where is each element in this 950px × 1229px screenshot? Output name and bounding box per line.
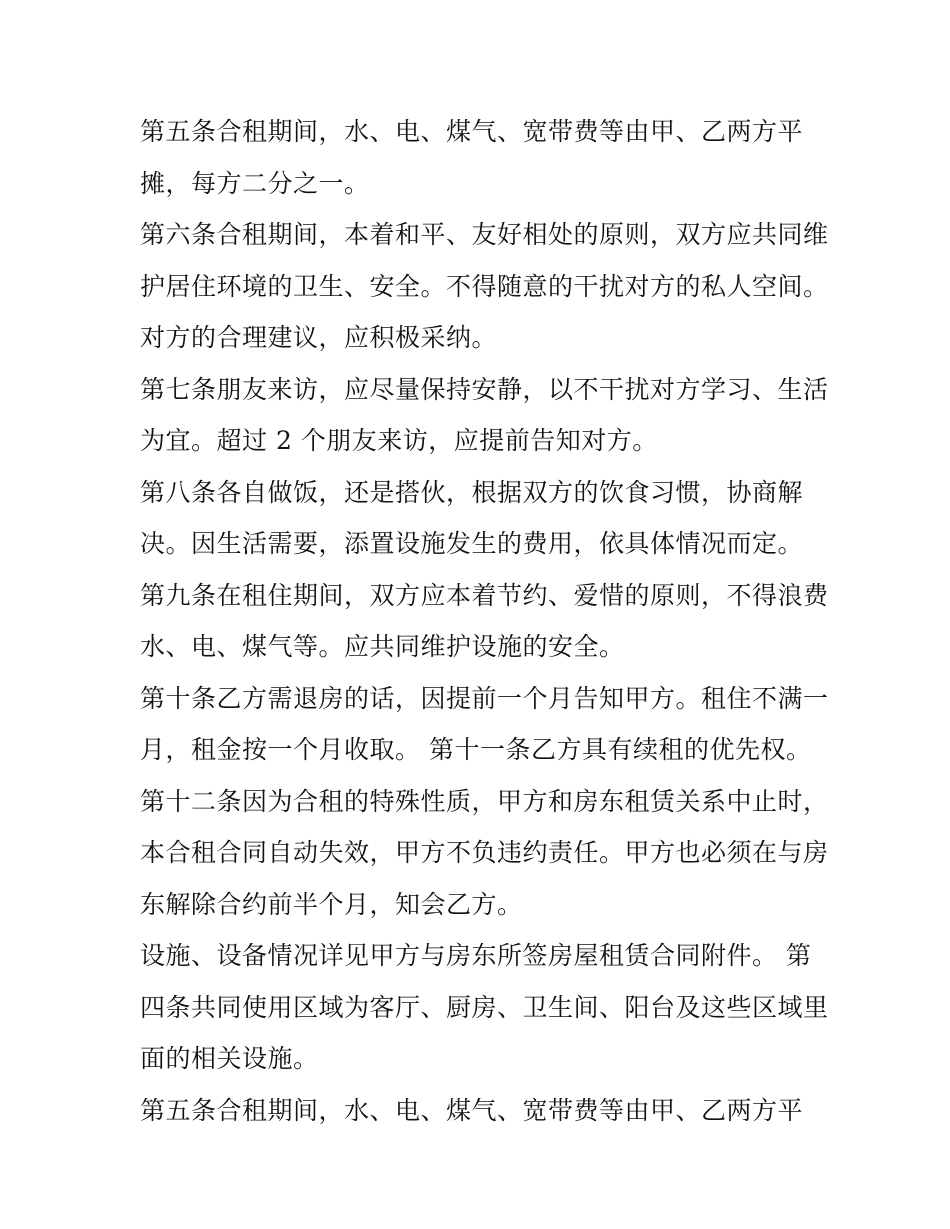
paragraph-article-12: 第十二条因为合租的特殊性质，甲方和房东租赁关系中止时， 本合租合同自动失效，甲方不负违约责任。甲方也必须在与房 东解除合约前半个月，知会乙方。 xyxy=(140,786,829,919)
document-body xyxy=(140,106,830,1136)
paragraph-article-7: 第七条朋友来访，应尽量保持安静，以不干扰对方学习、生活 为宜。超过 2 个朋友来访，应提前告知对方。 xyxy=(140,374,829,455)
paragraph-article-8: 第八条各自做饭，还是搭伙，根据双方的饮食习惯，协商解 决。因生活需要，添置设施发生的费用，依具体情况而定。 xyxy=(140,477,804,558)
paragraph-article-9: 第九条在租住期间，双方应本着节约、爱惜的原则，不得浪费 水、电、煤气等。应共同维护设施的安全。 xyxy=(140,580,829,661)
paragraph-article-5: 第五条合租期间，水、电、煤气、宽带费等由甲、乙两方平 摊，每方二分之一。 xyxy=(140,117,804,198)
paragraph-facilities-article-4: 设施、设备情况详见甲方与房东所签房屋租赁合同附件。 第 四条共同使用区域为客厅、厨房、卫生间、阳台及这些区域里 面的相关设施。 xyxy=(140,941,829,1073)
paragraph-article-6: 第六条合租期间，本着和平、友好相处的原则，双方应共同维 护居住环境的卫生、安全。不得随意的干扰对方的私人空间。 对方的合理建议，应积极采纳。 xyxy=(140,220,829,352)
paragraph-article-10-11: 第十条乙方需退房的话，因提前一个月告知甲方。租住不满一 月，租金按一个月收取。 第十一条乙方具有续租的优先权。 xyxy=(140,683,829,764)
paragraph-article-5-repeat: 第五条合租期间，水、电、煤气、宽带费等由甲、乙两方平 xyxy=(140,1095,804,1125)
